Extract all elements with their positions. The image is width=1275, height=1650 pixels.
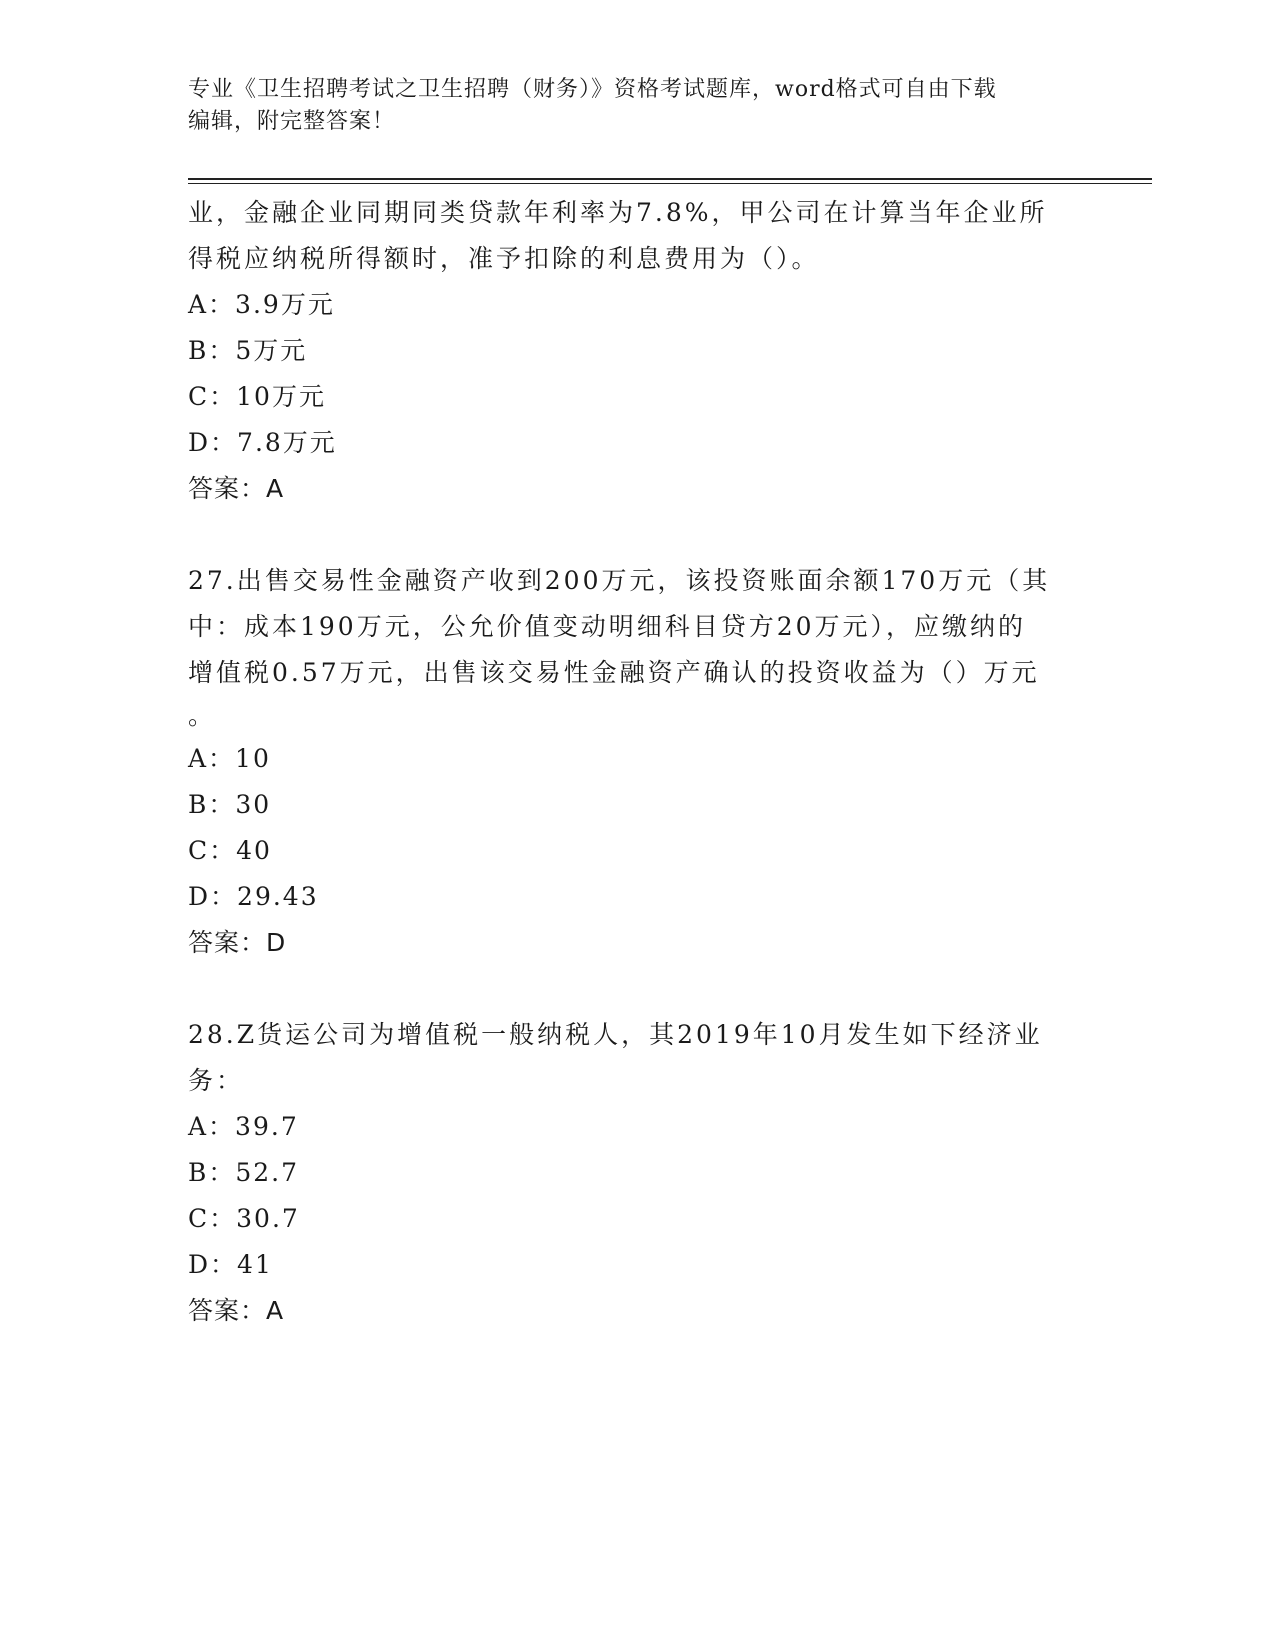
question-block (188, 1012, 1088, 1334)
document-body (188, 190, 1088, 1334)
question-text-line: 。 (188, 701, 217, 730)
question-block (188, 190, 1088, 512)
question-block (188, 558, 1088, 966)
option-d: D：41 (188, 1250, 273, 1279)
question-text-line: 27.出售交易性金融资产收到200万元，该投资账面余额170万元（其 (188, 566, 1051, 595)
header-divider (188, 178, 1152, 180)
question-text-line: 得税应纳税所得额时，准予扣除的利息费用为（）。 (188, 244, 820, 273)
question-text-line: 中：成本190万元，公允价值变动明细科目贷方20万元），应缴纳的 (188, 612, 1027, 641)
question-text-line: 增值税0.57万元，出售该交易性金融资产确认的投资收益为（）万元 (188, 658, 1040, 687)
answer-text: 答案：A (188, 474, 285, 503)
option-c: C：10万元 (188, 382, 326, 411)
spacer (188, 966, 1088, 1012)
answer-text: 答案：D (188, 928, 287, 957)
spacer (188, 512, 1088, 558)
option-a: A：39.7 (188, 1112, 299, 1141)
option-b: B：30 (188, 790, 272, 819)
option-c: C：30.7 (188, 1204, 300, 1233)
option-d: D：7.8万元 (188, 428, 337, 457)
question-text-line: 28.Z货运公司为增值税一般纳税人，其2019年10月发生如下经济业 (188, 1020, 1043, 1049)
question-text-line: 务： (188, 1066, 245, 1095)
answer-text: 答案：A (188, 1296, 285, 1325)
option-c: C：40 (188, 836, 272, 865)
option-d: D：29.43 (188, 882, 319, 911)
header-divider-thin (188, 183, 1152, 184)
question-text-line: 业，金融企业同期同类贷款年利率为7.8%，甲公司在计算当年企业所 (188, 198, 1048, 227)
option-b: B：52.7 (188, 1158, 300, 1187)
option-b: B：5万元 (188, 336, 308, 365)
option-a: A：10 (188, 744, 271, 773)
header-line-1: 专业《卫生招聘考试之卫生招聘（财务）》资格考试题库，word格式可自由下载 (188, 77, 997, 102)
header-line-2: 编辑，附完整答案！ (188, 109, 396, 134)
option-a: A：3.9万元 (188, 290, 335, 319)
document-header (188, 74, 1068, 138)
